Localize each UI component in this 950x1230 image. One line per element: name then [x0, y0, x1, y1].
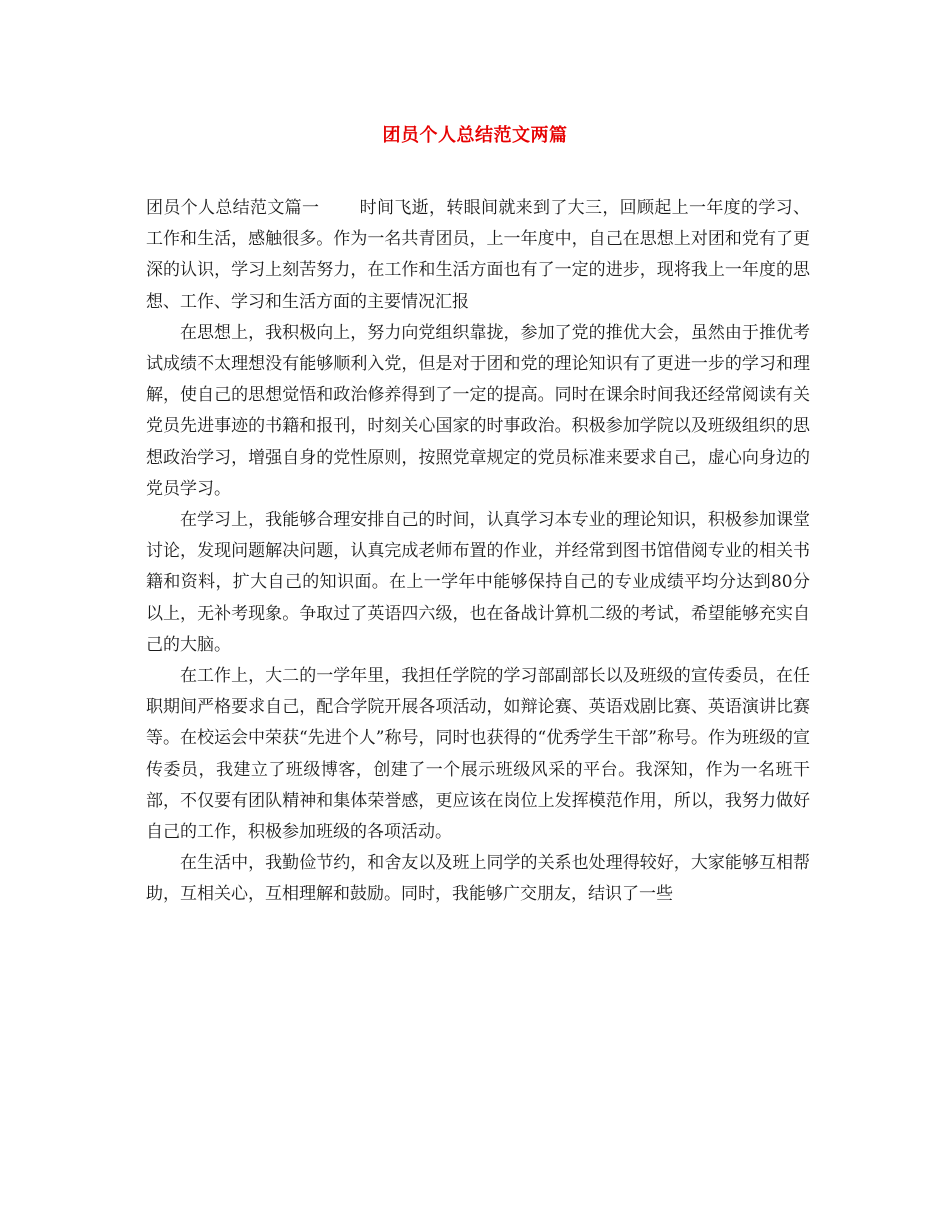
paragraph-3: 在学习上，我能够合理安排自己的时间，认真学习本专业的理论知识，积极参加课堂讨论，发现问题解决问题，认真完成老师布置的作业，并经常到图书馆借阅专业的相关书籍和资料，扩大自己的知识面。在上一学年中能够保持自己的专业成绩平均分达到80分以上，无补考现象。争取过了英语四六级，也在备战计算机二级的考试，希望能够充实自己的大脑。	[146, 510, 810, 655]
paragraph-5: 在生活中，我勤俭节约，和舍友以及班上同学的关系也处理得较好，大家能够互相帮助，互相关心，互相理解和鼓励。同时，我能够广交朋友，结识了一些	[146, 853, 810, 905]
document-title: 团员个人总结范文两篇	[382, 125, 568, 146]
paragraph-4: 在工作上，大二的一学年里，我担任学院的学习部副部长以及班级的宣传委员，在任职期间严格要求自己，配合学院开展各项活动，如辩论赛、英语戏剧比赛、英语演讲比赛等。在校运会中荣获“先进个人”称号，同时也获得的“优秀学生干部”称号。作为班级的宣传委员，我建立了班级博客，创建了一个展示班级风采的平台。我深知，作为一名班干部，不仅要有团队精神和集体荣誉感，更应该在岗位上发挥模范作用，所以，我努力做好自己的工作，积极参加班级的各项活动。	[146, 666, 810, 843]
document-body	[146, 193, 810, 911]
paragraph-1	[146, 193, 810, 318]
paragraph-2: 在思想上，我积极向上，努力向党组织靠拢，参加了党的推优大会，虽然由于推优考试成绩不太理想没有能够顺利入党，但是对于团和党的理论知识有了更进一步的学习和理解，使自己的思想觉悟和政治修养得到了一定的提高。同时在课余时间我还经常阅读有关党员先进事迹的书籍和报刊，时刻关心国家的时事政治。积极参加学院以及班级组织的思想政治学习，增强自身的党性原则，按照党章规定的党员标准来要求自己，虚心向身边的党员学习。	[146, 322, 810, 499]
paragraph-1-text: 时间飞逝，转眼间就来到了大三，回顾起上一年度的学习、工作和生活，感触很多。作为一名共青团员，上一年度中，自己在思想上对团和党有了更深的认识，学习上刻苦努力，在工作和生活方面也有了一定的进步，现将我上一年度的思想、工作、学习和生活方面的主要情况汇报	[146, 198, 811, 312]
section-heading: 团员个人总结范文篇一	[146, 198, 320, 218]
